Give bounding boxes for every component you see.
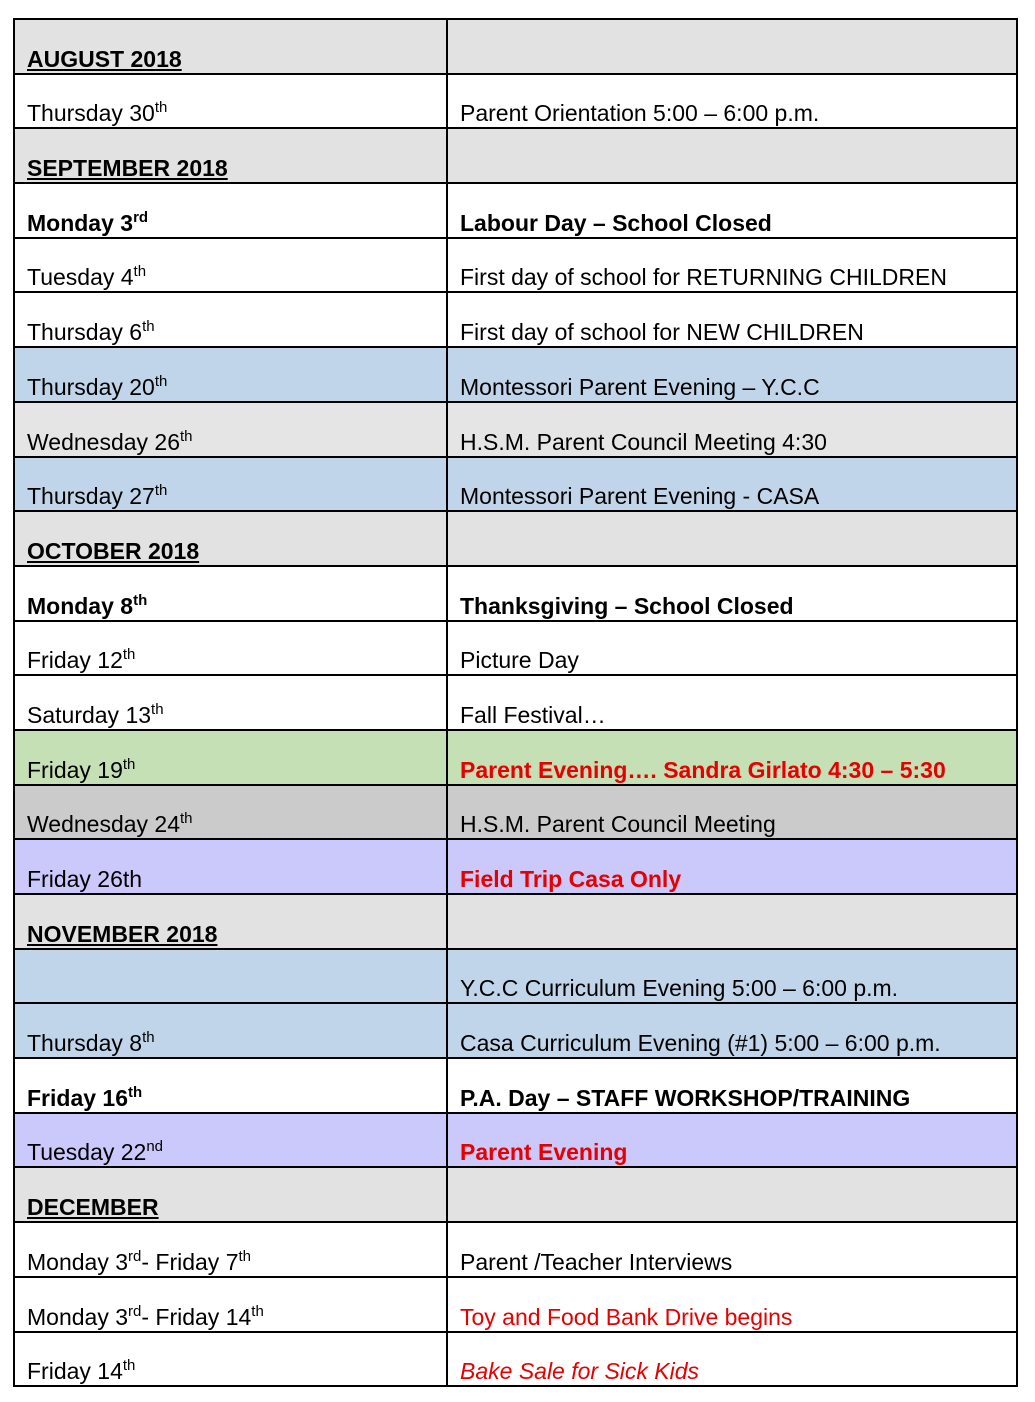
event-date-text: Tuesday 22 [27,1139,147,1166]
event-description-cell [447,1113,1017,1168]
event-date-range-end: - Friday 7 [141,1248,239,1275]
event-date-text: Tuesday 4 [27,264,134,291]
event-description: First day of school for RETURNING CHILDREN [460,264,947,291]
event-date-text: Thursday 20 [27,373,155,400]
event-date-suffix: th [128,1083,143,1101]
event-date-cell [14,839,447,894]
event-date-text: Friday 16 [27,1084,128,1111]
events-calendar-table [13,18,1018,1387]
event-row [14,621,1017,676]
event-description-cell [447,183,1017,238]
event-date-text: Monday 3 [27,1303,129,1330]
event-description-cell [447,1058,1017,1113]
event-description-cell [447,730,1017,785]
month-header-cell [14,128,447,183]
event-description: Montessori Parent Evening - CASA [460,483,820,510]
event-date-suffix: rd [128,1302,142,1320]
event-date-suffix: nd [146,1138,164,1156]
event-date-cell [14,1113,447,1168]
event-description-cell [447,457,1017,512]
event-date-text: Thursday 30 [27,100,155,127]
month-header-cell [14,511,447,566]
event-date-cell [14,347,447,402]
event-date-cell [14,1058,447,1113]
month-header-label: AUGUST 2018 [27,45,182,72]
event-row [14,675,1017,730]
event-row [14,402,1017,457]
event-date-cell [14,730,447,785]
event-date-text: Wednesday 26 [27,428,181,455]
event-description-cell [447,292,1017,347]
event-row [14,183,1017,238]
event-description: Thanksgiving – School Closed [460,592,794,619]
event-description-cell [447,621,1017,676]
month-header-empty-cell [447,511,1017,566]
event-date-cell [14,1003,447,1058]
event-description: Y.C.C Curriculum Evening 5:00 – 6:00 p.m. [460,975,899,1002]
event-date-suffix: th [180,810,193,828]
event-description-cell [447,1003,1017,1058]
event-description: First day of school for NEW CHILDREN [460,319,864,346]
event-date-text: Thursday 27 [27,483,155,510]
event-date-text: Monday 8 [27,592,134,619]
event-date-suffix: th [142,318,155,336]
event-date-suffix: th [154,482,168,500]
cropped-page-heading [0,0,1035,12]
event-description-cell [447,785,1017,840]
month-header-row [14,511,1017,566]
event-row [14,238,1017,293]
event-row [14,1222,1017,1277]
event-date-suffix: rd [128,1247,142,1265]
event-row [14,292,1017,347]
month-header-cell [14,1167,447,1222]
event-description: Parent Evening…. Sandra Girlato 4:30 – 5:30 [460,756,946,783]
event-date-range-end-suffix: th [251,1302,264,1320]
event-date-cell [14,292,447,347]
event-date-cell [14,1222,447,1277]
event-description: P.A. Day – STAFF WORKSHOP/TRAINING [460,1084,911,1111]
event-date-text: Friday 19 [27,756,123,783]
event-date-suffix: th [154,99,168,117]
event-row [14,1277,1017,1332]
events-calendar-body [14,19,1017,1386]
event-row [14,457,1017,512]
event-date-text: Friday 14 [27,1358,123,1385]
event-date-cell [14,675,447,730]
event-date-suffix: th [122,646,136,664]
event-description: Parent Orientation 5:00 – 6:00 p.m. [460,100,820,127]
event-date-suffix: th [133,263,147,281]
event-row [14,566,1017,621]
event-date-cell [14,1332,447,1387]
event-description-cell [447,1332,1017,1387]
event-description: Toy and Food Bank Drive begins [460,1303,793,1330]
event-date-suffix: th [151,700,164,718]
event-date-cell [14,949,447,1004]
event-description: Picture Day [460,647,579,674]
event-date-suffix: th [133,591,148,609]
event-date-cell [14,621,447,676]
event-description-cell [447,402,1017,457]
event-date-suffix: th [122,755,136,773]
event-date-cell [14,457,447,512]
event-description: Bake Sale for Sick Kids [460,1358,700,1385]
event-date-range-end-suffix: th [238,1247,252,1265]
event-description-cell [447,566,1017,621]
event-description-cell [447,74,1017,129]
month-header-cell [14,19,447,74]
event-description: Montessori Parent Evening – Y.C.C [460,373,820,400]
event-description-cell [447,238,1017,293]
event-row [14,730,1017,785]
event-row [14,1113,1017,1168]
event-date-cell [14,183,447,238]
event-description: Fall Festival… [460,701,606,728]
event-row [14,1058,1017,1113]
event-date-text: Thursday 8 [27,1030,143,1057]
event-date-cell [14,1277,447,1332]
month-header-empty-cell [447,1167,1017,1222]
month-header-row [14,1167,1017,1222]
event-date-cell [14,74,447,129]
month-header-label: SEPTEMBER 2018 [27,155,228,182]
event-date-suffix: rd [133,208,149,226]
event-row [14,1332,1017,1387]
event-date-cell [14,566,447,621]
event-date-cell [14,785,447,840]
event-date-text: Friday 26th [27,866,143,892]
event-date-text: Wednesday 24 [27,811,181,838]
event-date-cell [14,238,447,293]
month-header-label: OCTOBER 2018 [27,537,200,564]
month-header-row [14,128,1017,183]
event-date-text: Saturday 13 [27,701,152,728]
event-description: Parent Evening [460,1139,628,1166]
month-header-label: DECEMBER [27,1194,159,1221]
event-description: Labour Day – School Closed [460,209,772,236]
event-row [14,949,1017,1004]
event-date-cell [14,402,447,457]
month-header-empty-cell [447,894,1017,949]
event-row [14,1003,1017,1058]
event-description: Casa Curriculum Evening (#1) 5:00 – 6:00 p.m. [460,1030,941,1057]
event-description-cell [447,949,1017,1004]
month-header-label: NOVEMBER 2018 [27,920,218,947]
event-date-text: Friday 12 [27,647,123,674]
event-row [14,347,1017,402]
month-header-empty-cell [447,19,1017,74]
event-date-range-end: - Friday 14 [141,1303,252,1330]
event-description: Parent /Teacher Interviews [460,1248,733,1275]
event-date-suffix: th [154,372,168,390]
event-description-cell [447,839,1017,894]
event-description-cell [447,675,1017,730]
event-date-suffix: th [180,427,193,445]
event-date-suffix: th [142,1029,155,1047]
event-row [14,74,1017,129]
month-header-row [14,19,1017,74]
event-date-text: Monday 3 [27,1248,129,1275]
month-header-cell [14,894,447,949]
event-description-cell [447,1277,1017,1332]
event-description-cell [447,347,1017,402]
month-header-empty-cell [447,128,1017,183]
event-row [14,785,1017,840]
event-description-cell [447,1222,1017,1277]
event-date-suffix: th [122,1357,136,1375]
month-header-row [14,894,1017,949]
event-description: Field Trip Casa Only [460,866,682,892]
event-row [14,839,1017,894]
event-date-text: Monday 3 [27,209,134,236]
event-description: H.S.M. Parent Council Meeting 4:30 [460,428,827,455]
event-date-text: Thursday 6 [27,319,143,346]
event-description: H.S.M. Parent Council Meeting [460,811,776,838]
